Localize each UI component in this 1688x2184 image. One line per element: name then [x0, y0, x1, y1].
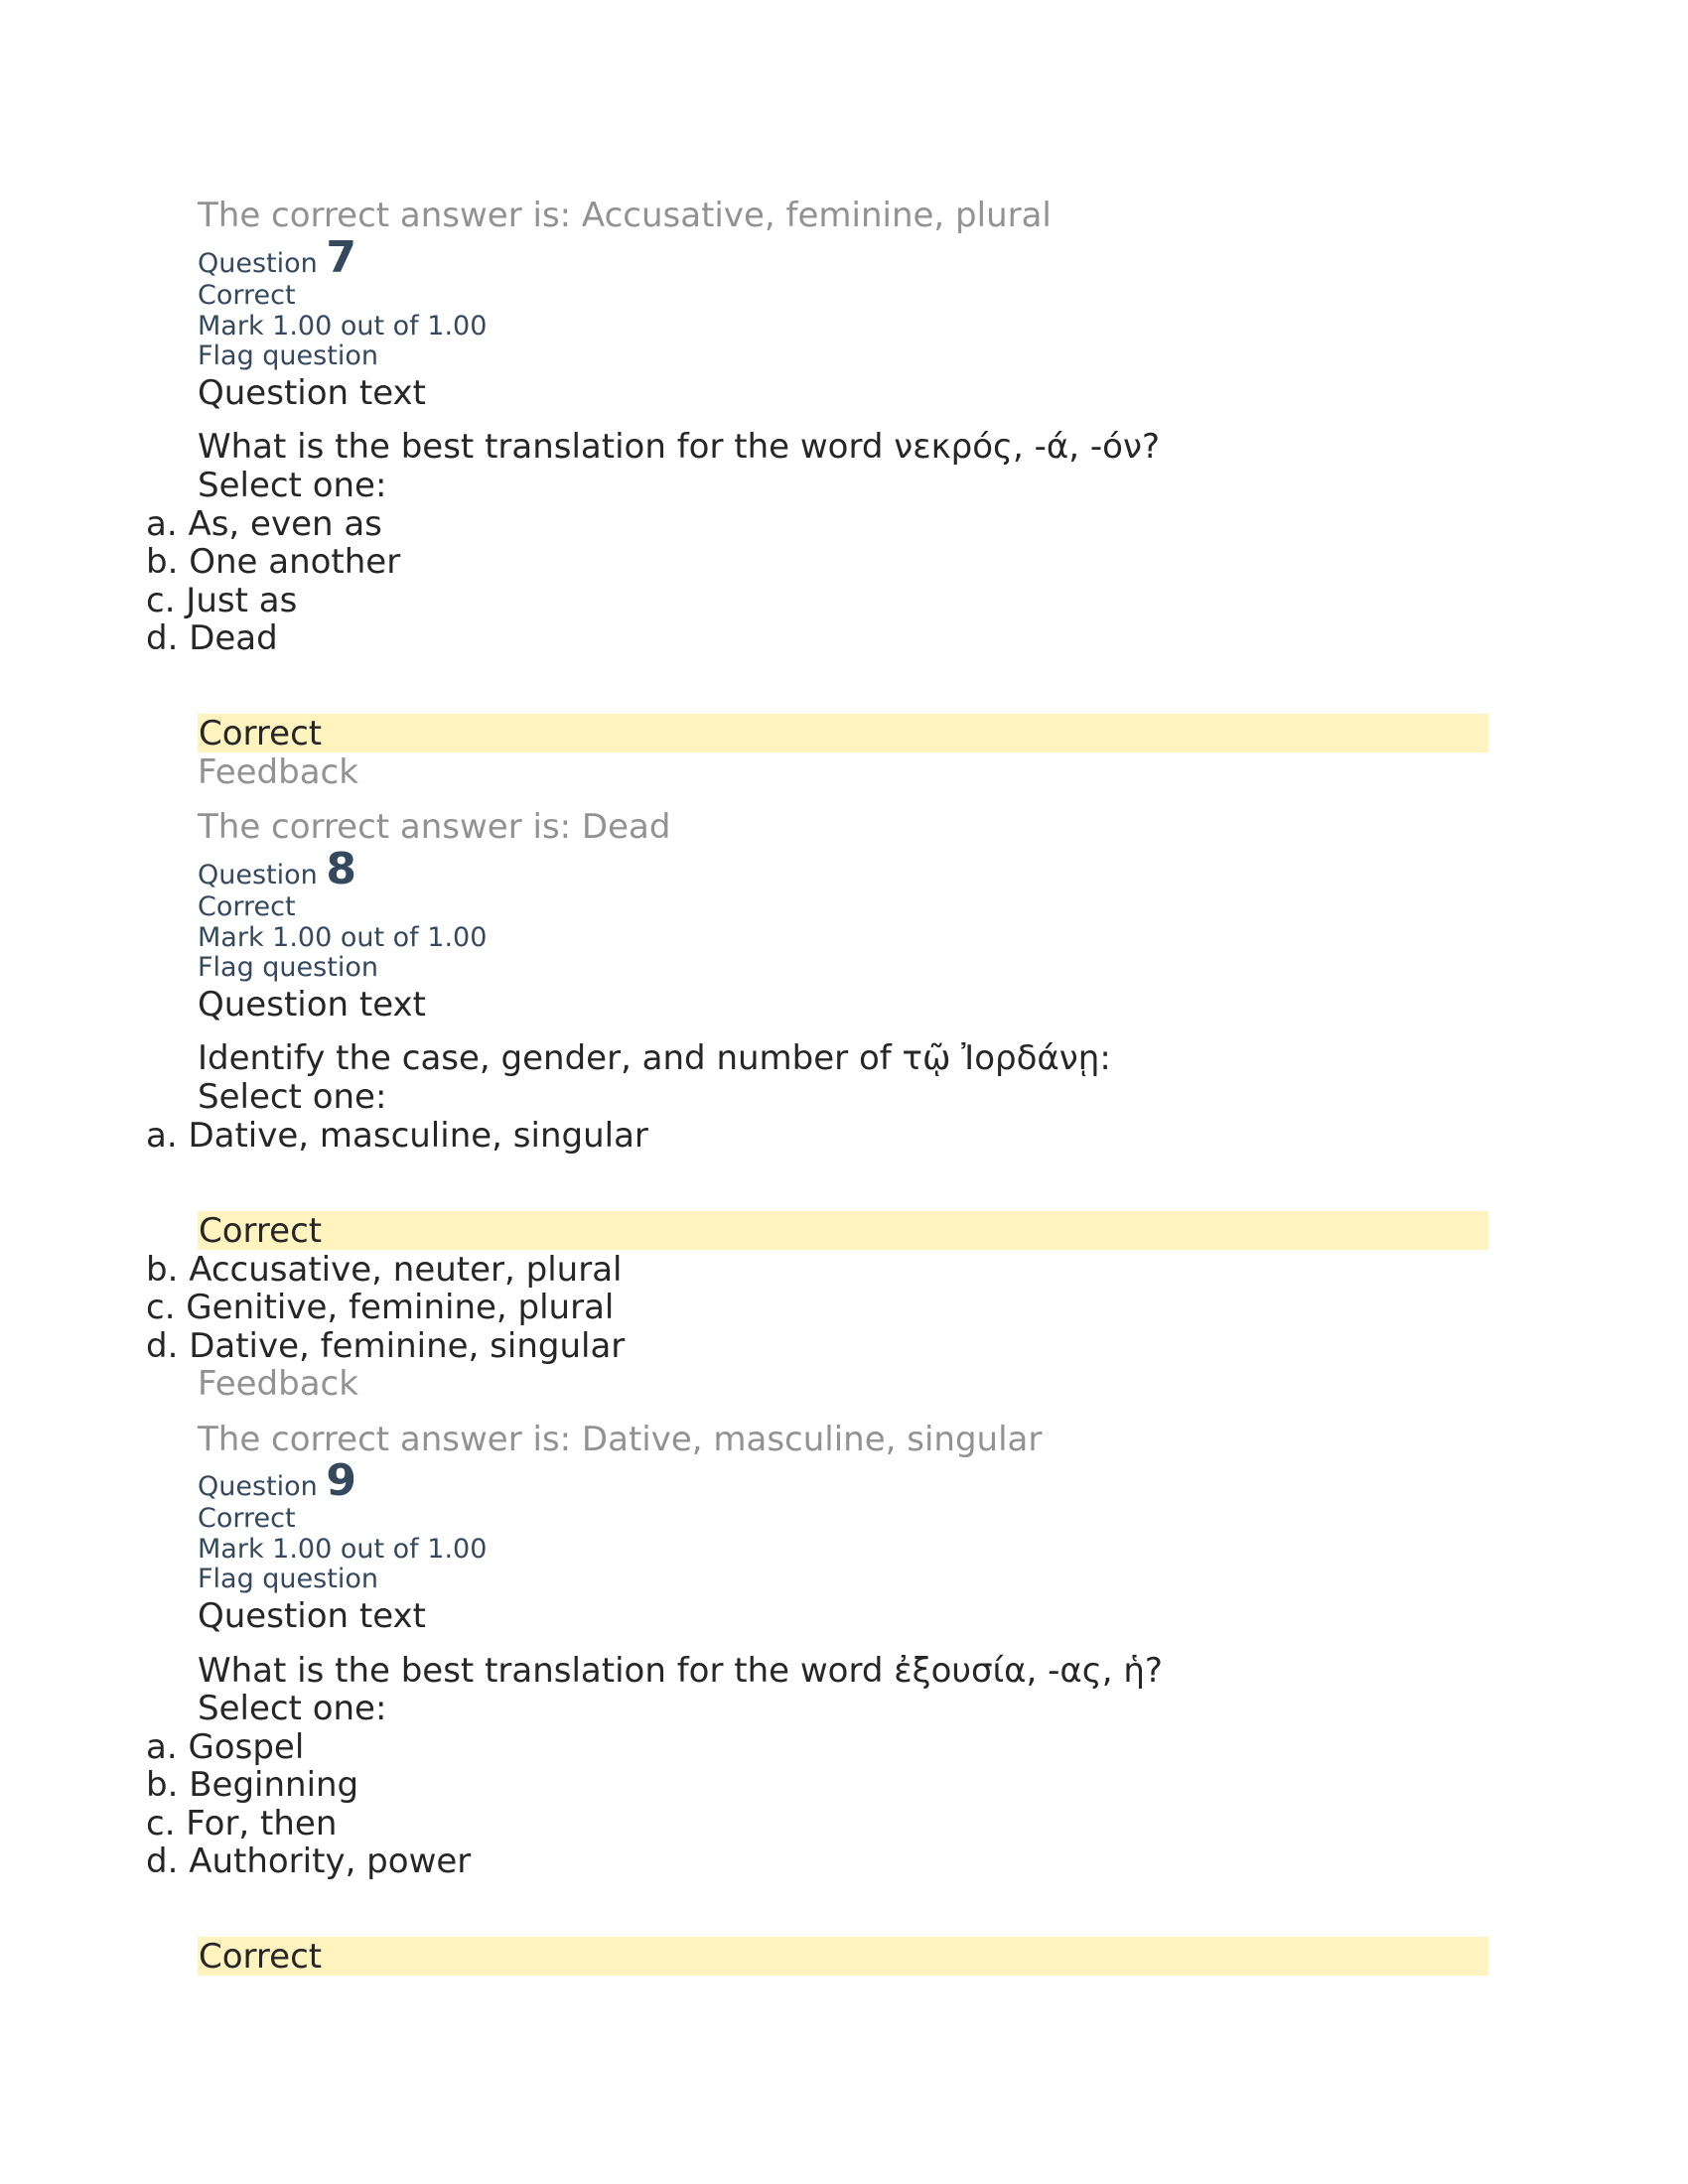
answer-option-a[interactable]: a. As, even as	[146, 504, 382, 544]
question-prompt: Identify the case, gender, and number of τῷ Ἰορδάνῃ:	[198, 1038, 1111, 1078]
flag-question-link[interactable]: Flag question	[198, 952, 378, 983]
question-mark: Mark 1.00 out of 1.00	[198, 1534, 488, 1565]
question-state: Correct	[198, 280, 296, 311]
question-mark: Mark 1.00 out of 1.00	[198, 922, 488, 953]
answer-option-b[interactable]: b. One another	[146, 542, 401, 582]
question-label: Question	[198, 1471, 318, 1502]
answer-option-b[interactable]: b. Beginning	[146, 1765, 359, 1805]
feedback-label: Feedback	[198, 752, 358, 792]
answer-option-d[interactable]: d. Dative, feminine, singular	[146, 1326, 626, 1366]
feedback-label: Feedback	[198, 1364, 358, 1404]
question-number-value: 7	[326, 232, 356, 283]
question-number-value: 8	[326, 844, 356, 894]
question-state: Correct	[198, 1503, 296, 1534]
question-number-value: 9	[326, 1455, 356, 1506]
question-mark: Mark 1.00 out of 1.00	[198, 311, 488, 341]
question-prompt: What is the best translation for the word ἐξουσία, -ας, ἡ?	[198, 1651, 1163, 1691]
select-one-label: Select one:	[198, 1689, 387, 1728]
question-text-label: Question text	[198, 1596, 426, 1636]
answer-option-b[interactable]: b. Accusative, neuter, plural	[146, 1250, 623, 1290]
correct-result-banner: Correct	[198, 1937, 1488, 1976]
question-number	[198, 232, 356, 284]
flag-question-link[interactable]: Flag question	[198, 341, 378, 371]
answer-option-a[interactable]: a. Dative, masculine, singular	[146, 1116, 648, 1156]
question-number	[198, 1455, 356, 1507]
answer-option-c[interactable]: c. Just as	[146, 581, 298, 620]
question-number	[198, 844, 356, 895]
correct-result-banner: Correct	[198, 1211, 1488, 1250]
question-text-label: Question text	[198, 985, 426, 1024]
answer-option-c[interactable]: c. Genitive, feminine, plural	[146, 1288, 615, 1327]
select-one-label: Select one:	[198, 466, 387, 505]
correct-answer-text: The correct answer is: Accusative, feminine, plural	[198, 196, 1052, 235]
correct-answer-text: The correct answer is: Dead	[198, 807, 671, 847]
select-one-label: Select one:	[198, 1077, 387, 1117]
question-text-label: Question text	[198, 373, 426, 413]
answer-option-d[interactable]: d. Dead	[146, 618, 278, 658]
correct-answer-text: The correct answer is: Dative, masculine, singular	[198, 1420, 1043, 1459]
correct-result-banner: Correct	[198, 714, 1488, 752]
answer-option-d[interactable]: d. Authority, power	[146, 1842, 472, 1881]
answer-option-a[interactable]: a. Gospel	[146, 1727, 305, 1767]
question-prompt: What is the best translation for the word νεκρός, -ά, -όν?	[198, 427, 1160, 467]
question-label: Question	[198, 248, 318, 279]
question-state: Correct	[198, 891, 296, 922]
flag-question-link[interactable]: Flag question	[198, 1564, 378, 1594]
answer-option-c[interactable]: c. For, then	[146, 1804, 338, 1843]
question-label: Question	[198, 860, 318, 890]
